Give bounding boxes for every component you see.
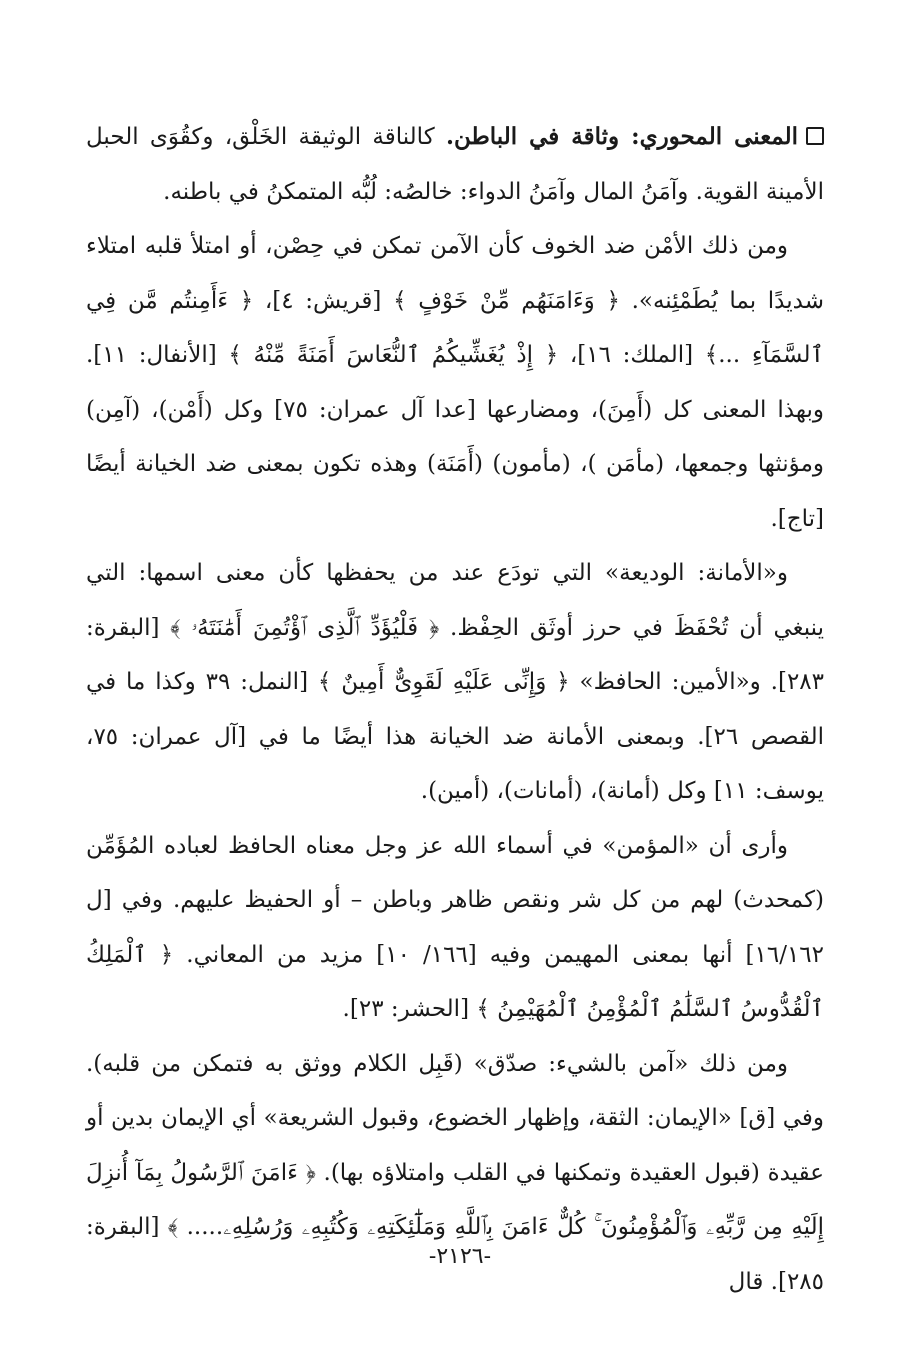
paragraph-1-lead: المعنى المحوري: وثاقة في الباطن. [445, 123, 798, 150]
document-page [86, 110, 824, 1309]
paragraph-2: ومن ذلك الأمْن ضد الخوف كأن الآمن تمكن في حِصْن، أو امتلأ قلبه امتلاء شديدًا بما يُطَمْئِنه». ﴿ وَءَامَنَهُم مِّنْ خَوْفٍ ﴾ [قريش: ٤]، ﴿ ءَأَمِنتُم مَّن فِي ٱلسَّمَآءِ ...﴾ [الملك: ١٦]، ﴿ إِذْ يُغَشِّيكُمُ ٱلنُّعَاسَ أَمَنَةً مِّنْهُ ﴾ [الأنفال: ١١]. وبهذا المعنى كل (أَمِنَ)، ومضارعها [عدا آل عمران: ٧٥] وكل (أَمْن)، (آمِن) ومؤنثها وجمعها، (مأمَن )، (مأمون) (أَمَنَة) وهذه تكون بمعنى ضد الخيانة أيضًا [تاج]. [86, 233, 824, 532]
paragraph-1 [86, 110, 824, 219]
paragraph-4: وأرى أن «المؤمن» في أسماء الله عز وجل معناه الحافظ لعباده المُؤَمِّن (كمحدث) لهم من كل شر ونقص ظاهر وباطن – أو الحفيظ عليهم. وفي [ل ١٦/١٦٢] أنها بمعنى المهيمن وفيه [١٦٦/ ١٠] مزيد من المعاني. ﴿ ٱلْمَلِكُ ٱلْقُدُّوسُ ٱلسَّلَٰمُ ٱلْمُؤْمِنُ ٱلْمُهَيْمِنُ ﴾ [الحشر: ٢٣]. [86, 832, 825, 1022]
paragraph-5: ومن ذلك «آمن بالشيء: صدّق» (قَبِل الكلام ووثق به فتمكن من قلبه). وفي [ق] «الإيمان: الثقة، وإظهار الخضوع، وقبول الشريعة» أي الإيمان بدين أو عقيدة (قبول العقيدة وتمكنها في القلب وامتلاؤه بها). ﴿ ءَامَنَ ٱلرَّسُولُ بِمَآ أُنزِلَ إِلَيْهِ مِن رَّبِّهِۦ وَٱلْمُؤْمِنُونَ ۚ كُلٌّ ءَامَنَ بِٱللَّهِ وَمَلَٰٓئِكَتِهِۦ وَكُتُبِهِۦ وَرُسُلِهِۦ..... ﴾ [البقرة: ٢٨٥]. قال [86, 1050, 824, 1295]
square-bullet-icon [806, 127, 824, 145]
page-number: -٢١٢٦- [428, 1244, 492, 1269]
paragraph-1-text: كالناقة الوثيقة الخَلْق، وكقُوَى الحبل الأمينة القوية. وآمَنُ المال وآمَنُ الدواء: خالصُه: لُبُّه المتمكنُ في باطنه. [86, 124, 824, 205]
paragraph-3: و«الأمانة: الوديعة» التي تودَع عند من يحفظها كأن معنى اسمها: التي ينبغي أن تُحْفَظَ في حرز أوثَق الحِفْظ. ﴿ فَلْيُؤَدِّ ٱلَّذِى ٱؤْتُمِنَ أَمَٰنَتَهُۥ ﴾ [البقرة: ٢٨٣]. و«الأمين: الحافظ» ﴿ وَإِنِّى عَلَيْهِ لَقَوِىٌّ أَمِينٌ ﴾ [النمل: ٣٩ وكذا ما في القصص ٢٦]. وبمعنى الأمانة ضد الخيانة هذا أيضًا ما في [آل عمران: ٧٥، يوسف: ١١] وكل (أمانة)، (أمانات)، (أمين). [86, 560, 825, 804]
